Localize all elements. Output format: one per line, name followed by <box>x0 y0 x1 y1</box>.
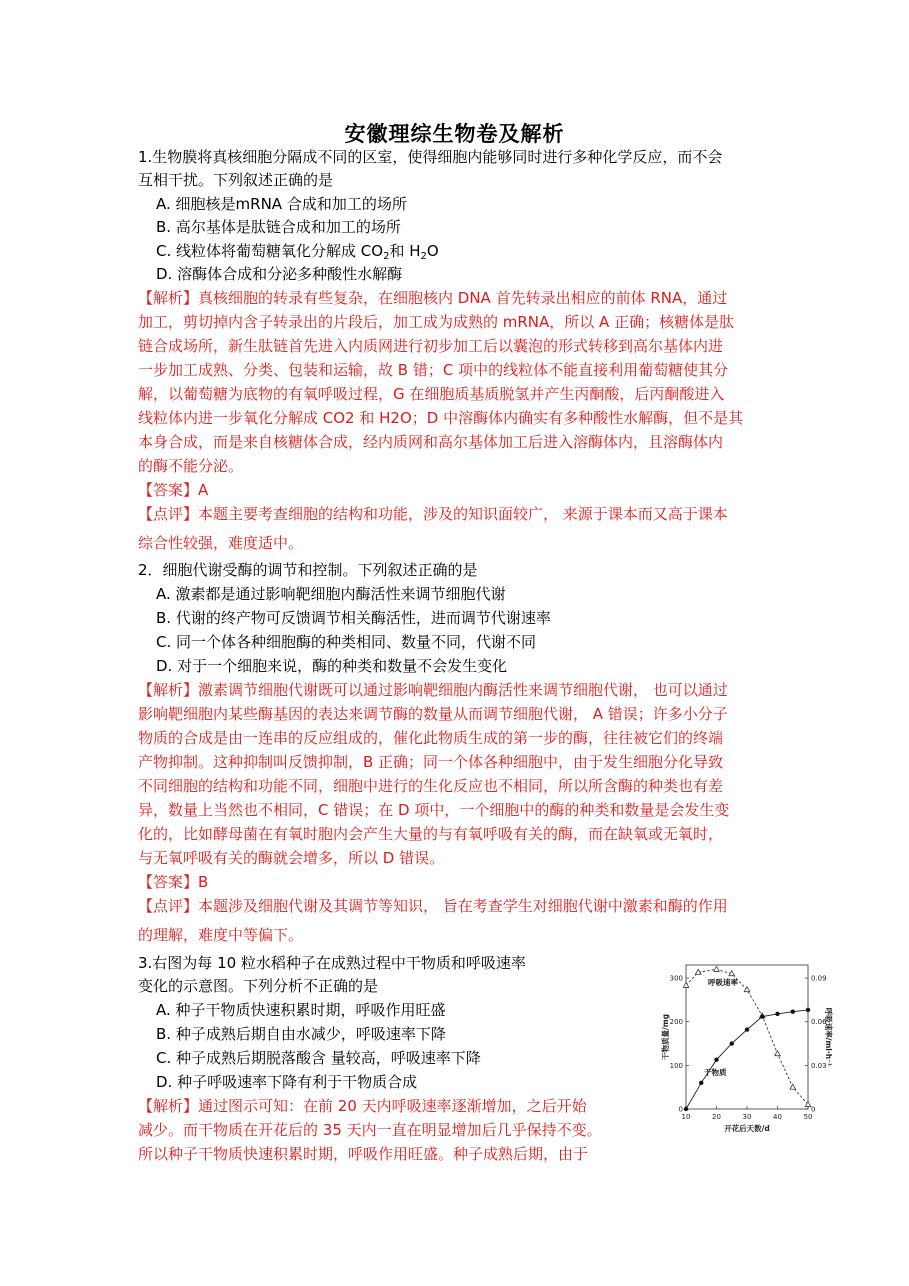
q2-analysis-line: 与无氧呼吸有关的酶就会增多，所以 D 错误。 <box>138 849 445 867</box>
q1-stem-line-2: 互相干扰。下列叙述正确的是 <box>138 171 334 189</box>
q1-answer: 【答案】A <box>138 481 209 499</box>
q3-analysis-line: 【解析】通过图示可知：在前 20 天内呼吸速率逐渐增加，之后开始 <box>138 1097 587 1115</box>
q2-analysis-line: 产物抑制。这种抑制叫反馈抑制，B 正确；同一个体各种细胞中，由于发生细胞分化导致 <box>138 753 724 771</box>
q2-analysis-line: 化的，比如酵母菌在有氧时胞内会产生大量的与有氧呼吸有关的酶，而在缺氧或无氧时， <box>138 825 724 843</box>
q3-option-c: C. 种子成熟后期脱落酸含 量较高，呼吸速率下降 <box>156 1049 481 1067</box>
dry-matter-point <box>714 1057 718 1061</box>
q1-option-a: A. 细胞核是mRNA 合成和加工的场所 <box>156 195 407 213</box>
respiration-rate-point <box>744 987 750 992</box>
q3-stem-line-2: 变化的示意图。下列分析不正确的是 <box>138 977 379 995</box>
q1-stem-line-1: 1.生物膜将真核细胞分隔成不同的区室，使得细胞内能够同时进行多种化学反应，而不会 <box>138 148 723 166</box>
respiration-rate-point <box>714 966 720 971</box>
q1-option-c: C. 线粒体将葡萄糖氧化分解成 $CO_2$和 $H_2O$ <box>156 242 439 262</box>
q2-option-d: D. 对于一个细胞来说，酶的种类和数量不会发生变化 <box>156 657 508 675</box>
q3-analysis-line: 减少。而干物质在开花后的 35 天内一直在明显增加后几乎保持不变。 <box>138 1121 602 1139</box>
q1-option-b: B. 高尔基体是肽链合成和加工的场所 <box>156 218 401 236</box>
dry-matter-point <box>760 1014 764 1018</box>
q3-option-d: D. 种子呼吸速率下降有利于干物质合成 <box>156 1073 418 1091</box>
q2-analysis-line: 影响靶细胞内某些酶基因的表达来调节酶的数量从而调节细胞代谢， A 错误；许多小分子 <box>138 705 728 723</box>
y-right-tick-label: 0 <box>811 1105 816 1114</box>
dry-matter-point <box>699 1081 703 1085</box>
x-tick-label: 20 <box>712 1113 721 1121</box>
q2-comment-line-1: 【点评】本题涉及细胞代谢及其调节等知识， 旨在考查学生对细胞代谢中激素和酶的作用 <box>138 897 728 915</box>
q1-analysis-line: 加工，剪切掉内含子转录出的片段后，加工成为成熟的 mRNA，所以 A 正确；核糖体是肽 <box>138 313 735 331</box>
q3-stem-line-1: 3.右图为每 10 粒水稻种子在成熟过程中干物质和呼吸速率 <box>138 954 526 972</box>
q2-stem: 2．细胞代谢受酶的调节和控制。下列叙述正确的是 <box>138 561 478 579</box>
dry-matter-point <box>775 1012 779 1016</box>
q2-analysis-line: 【解析】激素调节细胞代谢既可以通过影响靶细胞内酶活性来调节细胞代谢， 也可以通过 <box>138 681 728 699</box>
dry-matter-point <box>745 1027 749 1031</box>
q2-answer: 【答案】B <box>138 873 209 891</box>
dry-matter-label: 干物质 <box>704 1068 727 1077</box>
respiration-rate-point <box>805 1102 811 1107</box>
q2-analysis-line: 异，数量上当然也不相同，C 错误；在 D 项中，一个细胞中的酶的种类和数量是会发生变 <box>138 801 730 819</box>
document-title: 安徽理综生物卷及解析 <box>344 122 565 146</box>
q1-analysis-line: 一步加工成熟、分类、包装和运输，故 B 错；C 项中的线粒体不能直接利用葡萄糖使其分 <box>138 361 729 379</box>
y-left-axis-label: 干物质量/mg <box>661 1014 670 1060</box>
q1-analysis-line: 线粒体内进一步氧化分解成 CO2 和 H2O；D 中溶酶体内确实有多种酸性水解酶，但不是其 <box>138 409 744 427</box>
q1-analysis-line: 的酶不能分泌。 <box>138 457 244 475</box>
q2-comment-line-2: 的理解，难度中等偏下。 <box>138 926 304 944</box>
q2-analysis-line: 物质的合成是由一连串的反应组成的，催化此物质生成的第一步的酶，往往被它们的终端 <box>138 729 724 747</box>
x-tick-label: 40 <box>773 1113 782 1121</box>
q1-comment-line-1: 【点评】本题主要考查细胞的结构和功能，涉及的知识面较广， 来源于课本而又高于课本 <box>138 505 728 523</box>
x-tick-label: 30 <box>742 1113 752 1121</box>
q3-analysis-line: 所以种子干物质快速积累时期，呼吸作用旺盛。种子成熟后期，由于 <box>138 1145 589 1163</box>
y-left-tick-label: 0 <box>678 1105 683 1114</box>
dry-matter-point <box>791 1009 795 1013</box>
respiration-rate-point <box>775 1051 781 1056</box>
dry-matter-point <box>806 1008 810 1012</box>
q2-analysis-line: 不同细胞的结构和功能不同，细胞中进行的生化反应也不相同，所以所含酶的种类也有差 <box>138 777 724 795</box>
dry-matter-point <box>730 1041 734 1045</box>
q1-comment-line-2: 综合性较强，难度适中。 <box>138 534 304 552</box>
q1-analysis-line: 解，以葡萄糖为底物的有氧呼吸过程，G 在细胞质基质脱氢并产生丙酮酸，后丙酮酸进入 <box>138 385 725 403</box>
y-right-tick-label: 0.03 <box>811 1061 827 1070</box>
q2-option-b: B. 代谢的终产物可反馈调节相关酶活性，进而调节代谢速率 <box>156 609 551 627</box>
x-tick-label: 10 <box>681 1113 691 1121</box>
q2-option-c: C. 同一个体各种细胞酶的种类相同、数量不同，代谢不同 <box>156 633 537 651</box>
q1-analysis-line: 【解析】真核细胞的转录有些复杂，在细胞核内 DNA 首先转录出相应的前体 RNA，通过 <box>138 289 728 307</box>
y-right-tick-label: 0.09 <box>811 974 827 983</box>
dry-matter-point <box>684 1107 688 1111</box>
y-left-tick-label: 100 <box>669 1061 683 1070</box>
respiration-rate-label: 呼吸速率 <box>708 978 738 987</box>
x-axis-label: 开花后天数/d <box>724 1124 770 1133</box>
respiration-rate-point <box>683 982 689 987</box>
rice-seed-chart <box>660 955 833 1145</box>
respiration-rate-point <box>790 1084 796 1089</box>
y-right-axis-label: 呼吸速率/ml·h⁻¹ <box>824 1007 833 1067</box>
y-left-tick-label: 200 <box>669 1018 683 1027</box>
q1-analysis-line: 本身合成，而是来自核糖体合成，经内质网和高尔基体加工后进入溶酶体内，且溶酶体内 <box>138 433 724 451</box>
q1-analysis-line: 链合成场所，新生肽链首先进入内质网进行初步加工后以囊泡的形式转移到高尔基体内进 <box>138 337 724 355</box>
x-tick-label: 50 <box>803 1113 813 1121</box>
dry-matter-line <box>686 1010 808 1109</box>
q3-option-b: B. 种子成熟后期自由水减少，呼吸速率下降 <box>156 1025 446 1043</box>
q3-option-a: A. 种子干物质快速积累时期，呼吸作用旺盛 <box>156 1001 446 1019</box>
q1-option-d: D. 溶酶体合成和分泌多种酸性水解酶 <box>156 265 403 283</box>
y-right-tick-label: 0.06 <box>811 1018 827 1027</box>
q2-option-a: A. 激素都是通过影响靶细胞内酶活性来调节细胞代谢 <box>156 585 506 603</box>
y-left-tick-label: 300 <box>669 974 683 983</box>
